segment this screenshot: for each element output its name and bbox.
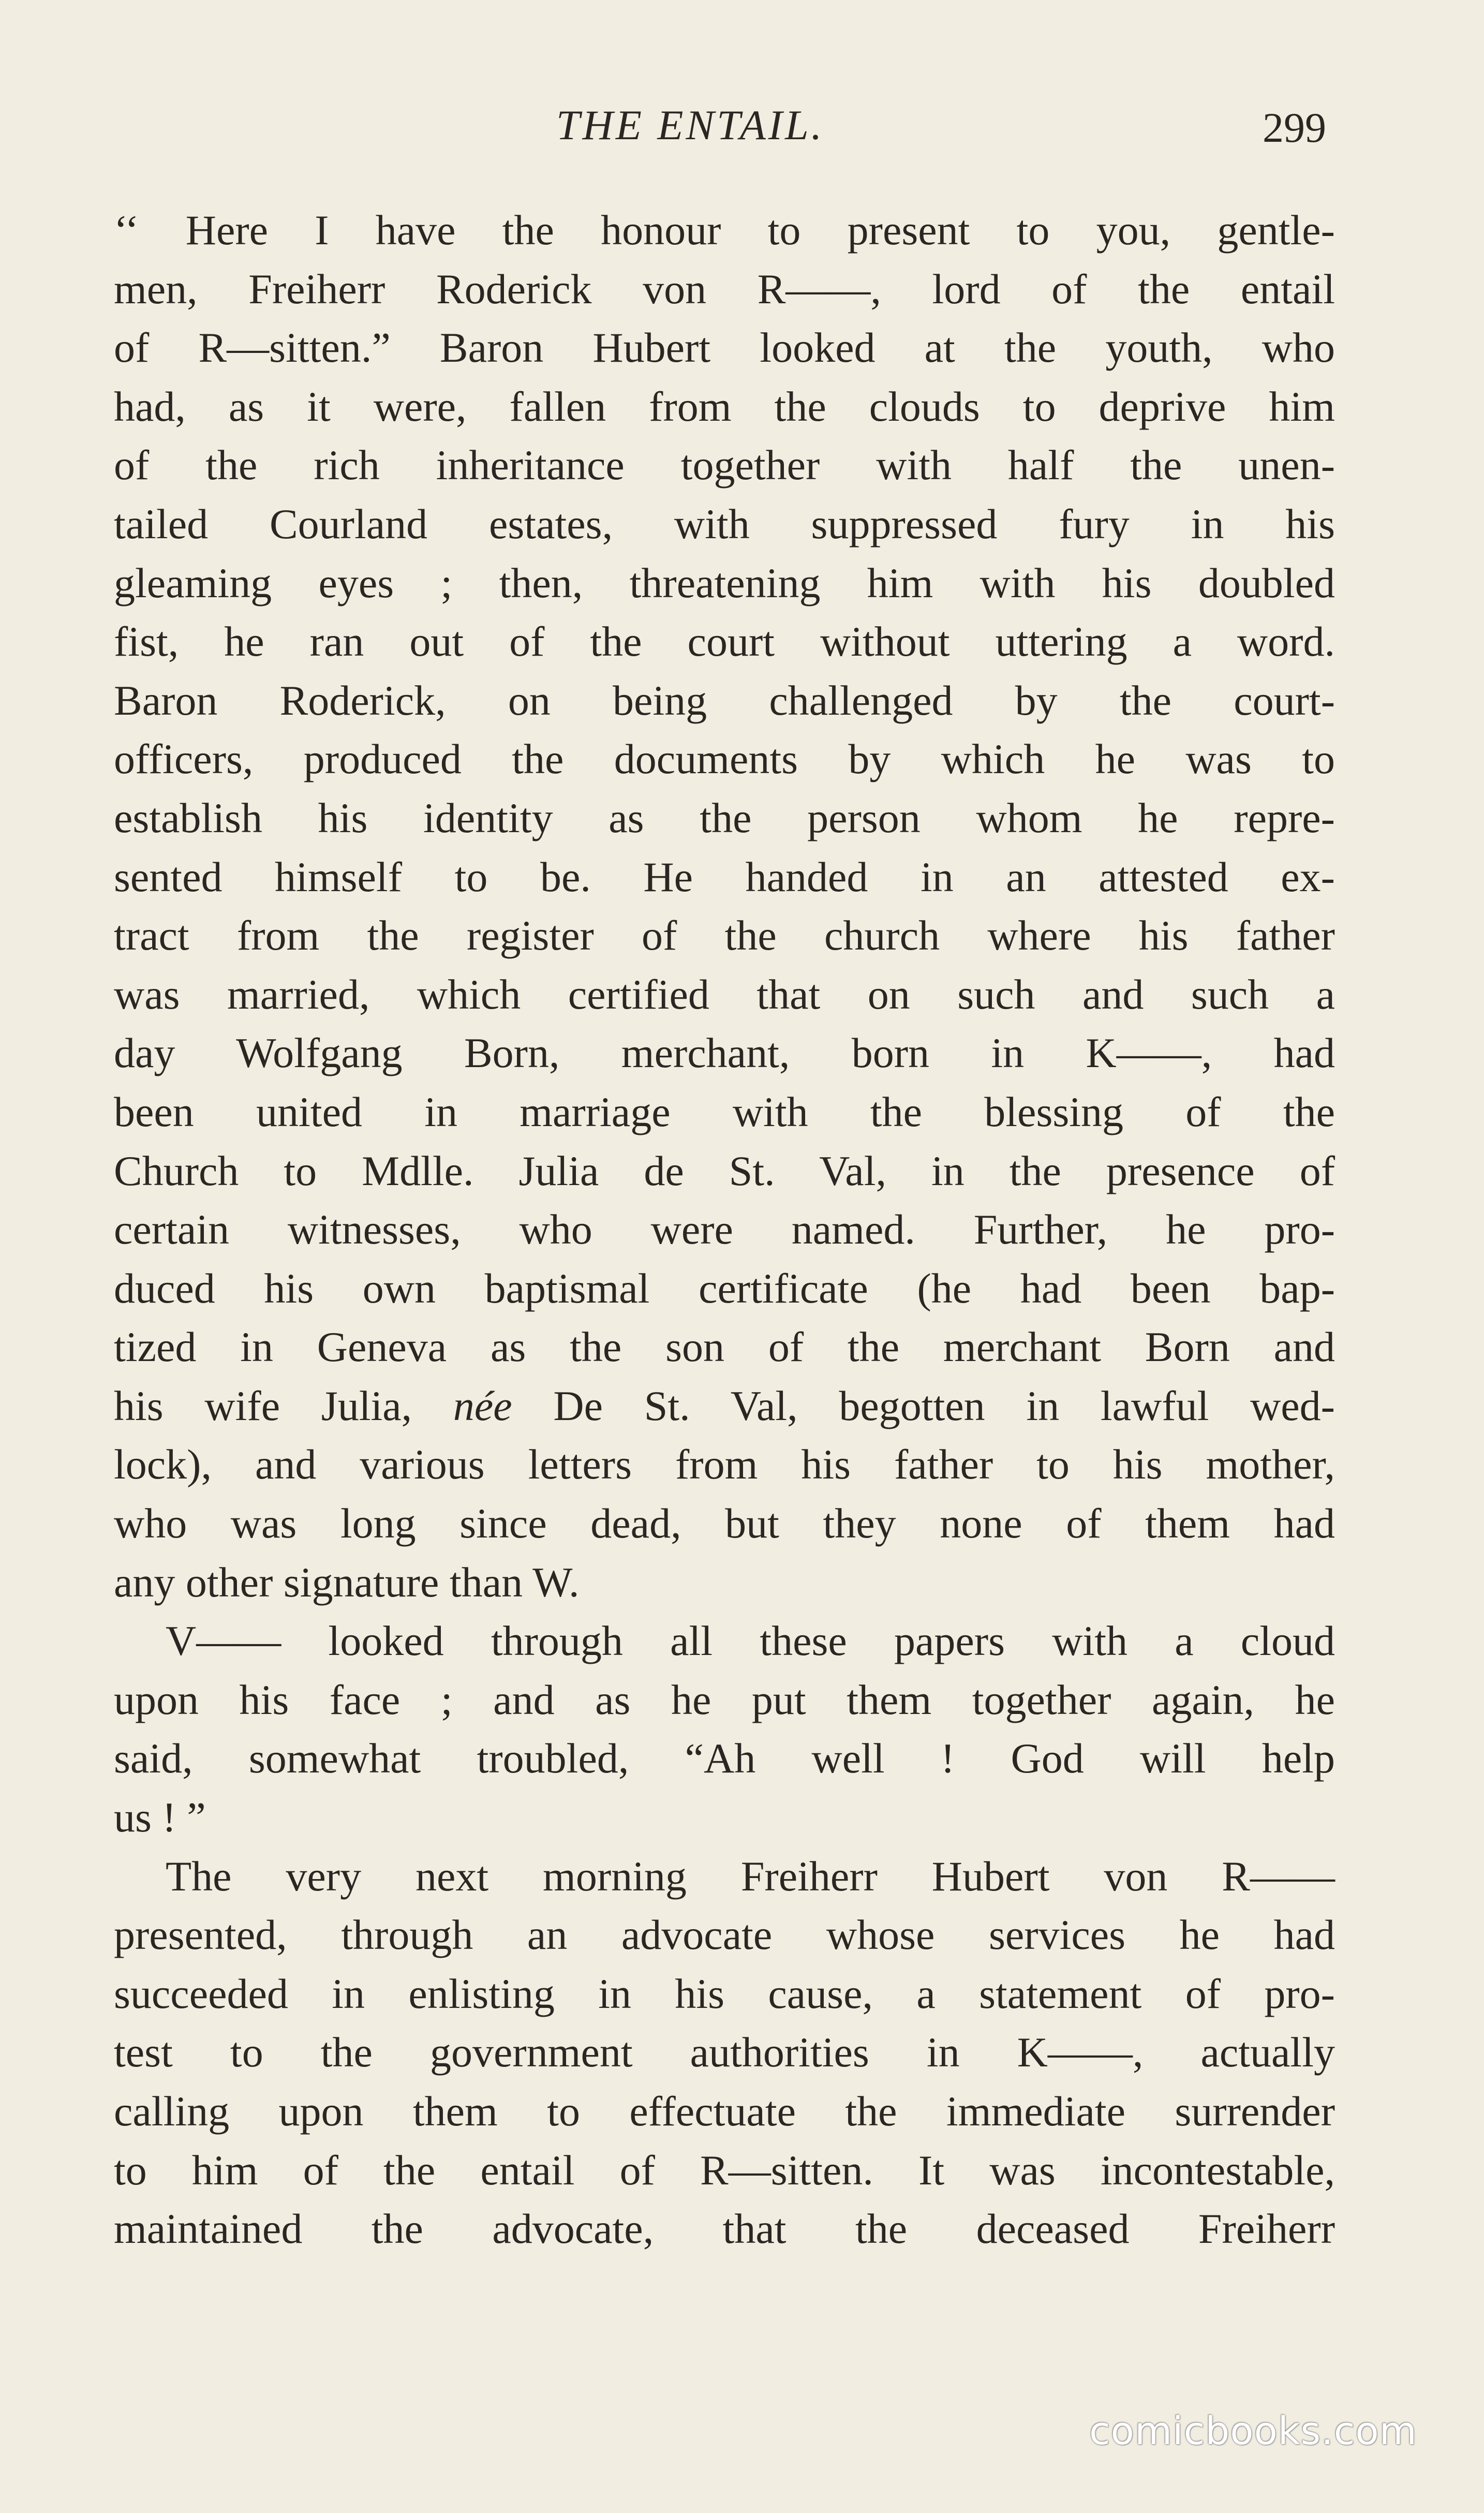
text-line: maintained the advocate, that the deceased Freiherr — [114, 2205, 1335, 2253]
text-line: of R—sitten.” Baron Hubert looked at the youth, who — [114, 324, 1335, 372]
text-line: to him of the entail of R—sitten. It was incontestable, — [114, 2146, 1335, 2194]
text-line: lock), and various letters from his father to his mother, — [114, 1441, 1335, 1488]
text-line: had, as it were, fallen from the clouds to deprive him — [114, 382, 1335, 430]
text-line: gleaming eyes ; then, threatening him with his doubled — [114, 559, 1335, 607]
text-line — [114, 1377, 1335, 1436]
text-line: Baron Roderick, on being challenged by the court- — [114, 676, 1335, 724]
paragraph-end-line: any other signature than W. — [114, 1558, 580, 1606]
text-line: Church to Mdlle. Julia de St. Val, in the presence of — [114, 1147, 1335, 1194]
text-segment: his wife Julia, — [114, 1382, 453, 1429]
text-line: tized in Geneva as the son of the merchant Born and — [114, 1323, 1335, 1371]
running-title: THE ENTAIL. — [556, 101, 825, 149]
text-line: duced his own baptismal certificate (he had been bap- — [114, 1264, 1335, 1312]
text-line: upon his face ; and as he put them together again, he — [114, 1676, 1335, 1723]
text-segment: De St. Val, begotten in lawful wed- — [512, 1382, 1335, 1429]
text-line: fist, he ran out of the court without uttering a word. — [114, 618, 1335, 666]
text-line: ‘‘ Here I have the honour to present to you, gentle- — [114, 206, 1335, 254]
watermark: comicbooks.com — [1089, 2409, 1417, 2453]
text-line: said, somewhat troubled, “Ah well ! God will help — [114, 1735, 1335, 1782]
text-line: been united in marriage with the blessing of the — [114, 1088, 1335, 1135]
text-line: tailed Courland estates, with suppressed fury in his — [114, 500, 1335, 548]
text-line: establish his identity as the person whom he repre- — [114, 794, 1335, 841]
text-line: who was long since dead, but they none of them had — [114, 1500, 1335, 1547]
text-line: day Wolfgang Born, merchant, born in K——, had — [114, 1029, 1335, 1077]
paragraph-end-line: us ! ” — [114, 1794, 206, 1841]
text-line: test to the government authorities in K——, actually — [114, 2029, 1335, 2076]
body-text — [114, 201, 1335, 2258]
text-line: succeeded in enlisting in his cause, a statement of pro- — [114, 1970, 1335, 2017]
text-line: sented himself to be. He handed in an attested ex- — [114, 853, 1335, 900]
text-line: calling upon them to effectuate the immediate surrender — [114, 2088, 1335, 2135]
italic-word: née — [453, 1382, 512, 1429]
text-line: The very next morning Freiherr Hubert von R—— — [166, 1852, 1335, 1900]
text-line: presented, through an advocate whose services he had — [114, 1911, 1335, 1959]
text-line: V—— looked through all these papers with a cloud — [166, 1617, 1335, 1665]
text-line: men, Freiherr Roderick von R——, lord of the entail — [114, 265, 1335, 313]
text-line: of the rich inheritance together with half the unen- — [114, 441, 1335, 489]
page-number: 299 — [1263, 104, 1326, 151]
text-line: was married, which certified that on such and such a — [114, 970, 1335, 1018]
text-line: tract from the register of the church where his father — [114, 912, 1335, 959]
text-line: certain witnesses, who were named. Further, he pro- — [114, 1206, 1335, 1253]
text-line: officers, produced the documents by which he was to — [114, 735, 1335, 783]
